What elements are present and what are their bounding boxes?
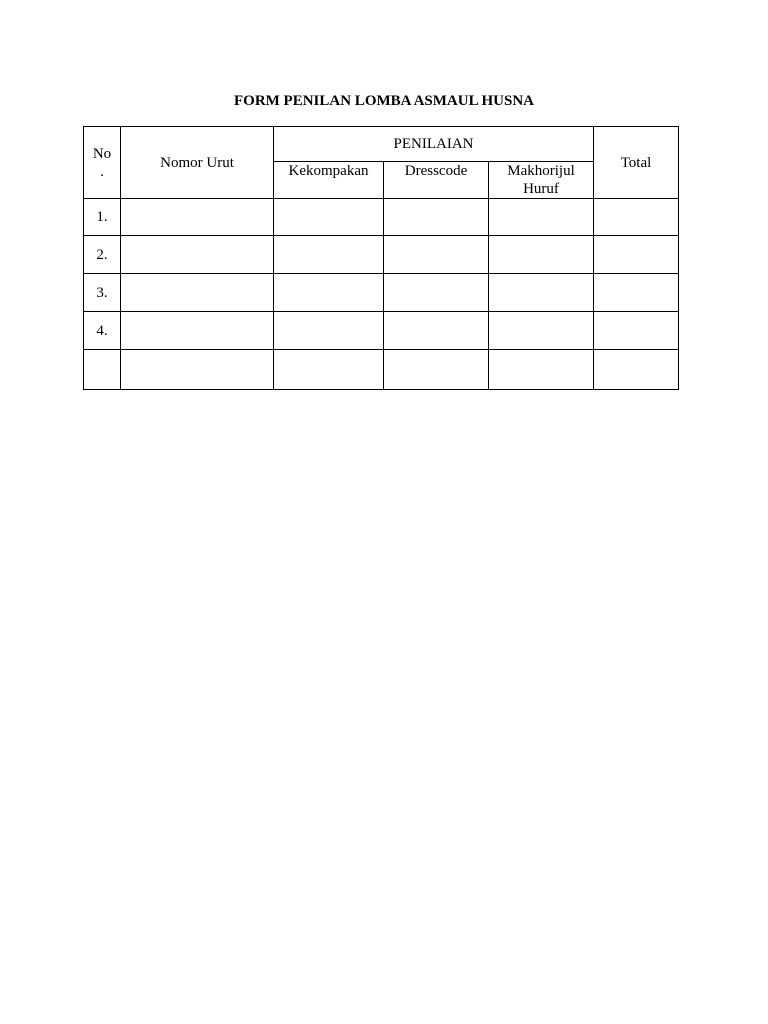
document-title: FORM PENILAN LOMBA ASMAUL HUSNA xyxy=(233,93,535,109)
cell-dresscode xyxy=(384,350,489,390)
header-total: Total xyxy=(594,127,679,199)
cell-dresscode xyxy=(384,274,489,312)
table-row xyxy=(84,274,679,312)
cell-kekompakan xyxy=(274,312,384,350)
header-kekompakan: Kekompakan xyxy=(274,162,384,199)
cell-dresscode xyxy=(384,312,489,350)
table-row xyxy=(84,236,679,274)
cell-kekompakan xyxy=(274,350,384,390)
header-no-line2: . xyxy=(100,163,104,180)
cell-total xyxy=(594,274,679,312)
cell-kekompakan xyxy=(274,236,384,274)
cell-no: 3. xyxy=(84,274,121,312)
cell-no: 1. xyxy=(84,199,121,236)
cell-kekompakan xyxy=(274,274,384,312)
cell-makhorijul xyxy=(489,199,594,236)
header-penilaian: PENILAIAN xyxy=(274,127,594,162)
cell-total xyxy=(594,199,679,236)
header-no-line1: No xyxy=(92,145,112,162)
scoring-table xyxy=(83,126,679,390)
table-row xyxy=(84,350,679,390)
cell-total xyxy=(594,236,679,274)
cell-nomor-urut xyxy=(121,274,274,312)
cell-makhorijul xyxy=(489,274,594,312)
cell-total xyxy=(594,312,679,350)
cell-no xyxy=(84,350,121,390)
header-dresscode: Dresscode xyxy=(384,162,489,199)
cell-nomor-urut xyxy=(121,236,274,274)
header-makhorijul-line2: Huruf xyxy=(523,181,559,197)
cell-dresscode xyxy=(384,199,489,236)
cell-nomor-urut xyxy=(121,350,274,390)
cell-makhorijul xyxy=(489,236,594,274)
cell-total xyxy=(594,350,679,390)
table-row xyxy=(84,312,679,350)
cell-no: 4. xyxy=(84,312,121,350)
cell-no: 2. xyxy=(84,236,121,274)
cell-kekompakan xyxy=(274,199,384,236)
header-makhorijul-line1: Makhorijul xyxy=(507,163,575,179)
table-row xyxy=(84,199,679,236)
cell-makhorijul xyxy=(489,312,594,350)
header-makhorijul-huruf xyxy=(489,162,594,199)
header-nomor-urut: Nomor Urut xyxy=(121,127,274,199)
cell-dresscode xyxy=(384,236,489,274)
cell-nomor-urut xyxy=(121,199,274,236)
cell-nomor-urut xyxy=(121,312,274,350)
cell-makhorijul xyxy=(489,350,594,390)
header-no xyxy=(84,127,121,199)
